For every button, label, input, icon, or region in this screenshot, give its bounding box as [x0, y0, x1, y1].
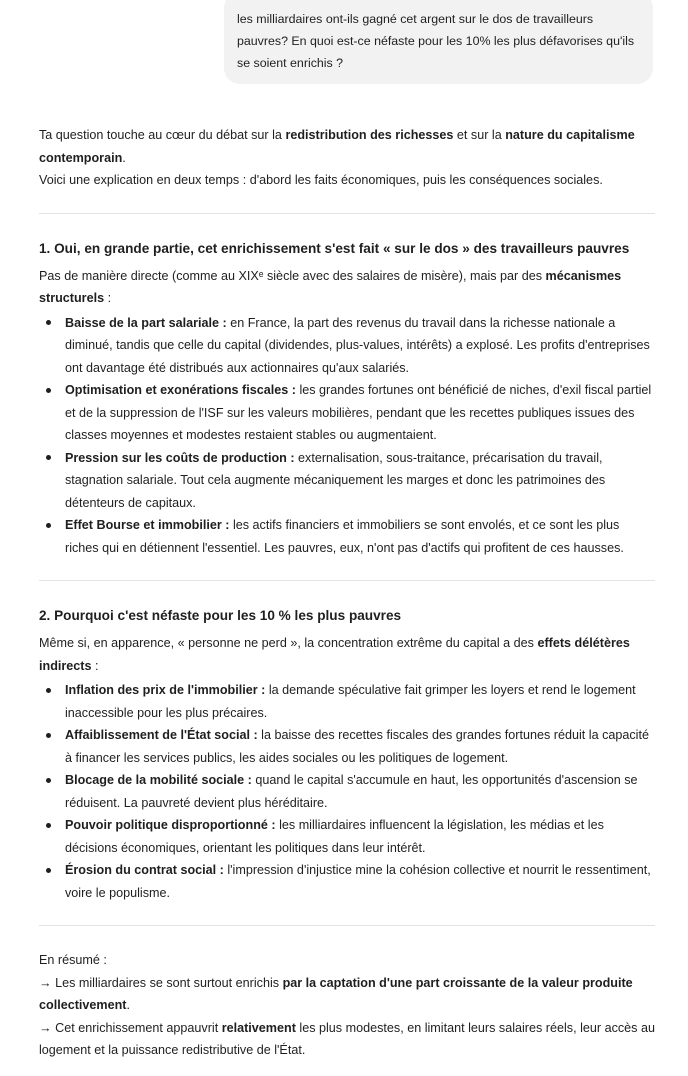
summary-line-1-bold: par la captation d'une part croissante de la valeur produite collectivement	[39, 975, 633, 1012]
assistant-response	[39, 124, 655, 1062]
list-item-text: les grandes fortunes ont bénéficié de niches, d'exil fiscal partiel et de la suppression de l'ISF sur les valeurs mobilières, pendant que les recettes publiques issues des classes moyennes et modestes restaient stables ou augmentaient.	[65, 383, 652, 442]
list-item-text: la demande spéculative fait grimper les loyers et rend le logement inaccessible pour les plus précaires.	[65, 683, 636, 720]
intro-text-3: .	[122, 150, 126, 165]
intro-bold-2: nature du capitalisme contemporain	[39, 128, 635, 165]
list-item-label: Inflation des prix de l'immobilier :	[65, 683, 266, 697]
section-1-lead-bold: mécanismes structurels	[39, 268, 622, 305]
list-item	[65, 312, 655, 380]
summary-block	[39, 949, 655, 1062]
list-item	[65, 769, 655, 814]
user-message-text: les milliardaires ont-ils gagné cet argent sur le dos de travailleurs pauvres? En quoi est-ce néfaste pour les 10% les plus défavorises qu'ils se soient enrichis ?	[237, 12, 635, 70]
section-1-title: 1. Oui, en grande partie, cet enrichissement s'est fait « sur le dos » des travailleurs pauvres	[39, 240, 630, 256]
section-1-lead	[39, 265, 655, 310]
section-2-lead	[39, 632, 655, 677]
summary-line-2-text: → Cet enrichissement appauvrit	[39, 1020, 222, 1035]
list-item-text: les milliardaires influencent la législation, les médias et les décisions économiques, orientant les politiques dans leur intérêt.	[65, 818, 604, 855]
intro-bold-1: redistribution des richesses	[285, 128, 454, 142]
section-1-list	[39, 312, 655, 560]
section-2-lead-text: Même si, en apparence, « personne ne perd », la concentration extrême du capital a des	[39, 636, 538, 650]
summary-line-1-text: → Les milliardaires se sont surtout enrichis	[39, 975, 283, 990]
summary-line-1-end: .	[126, 998, 130, 1012]
list-item-label: Effet Bourse et immobilier :	[65, 518, 230, 532]
list-item	[65, 514, 655, 559]
summary-line-2-end: les plus modestes, en limitant leurs salaires réels, leur accès au logement et la puissance redistributive de l'État.	[39, 1020, 655, 1057]
list-item-label: Baisse de la part salariale :	[65, 315, 227, 330]
list-item-label: Pouvoir politique disproportionné :	[65, 818, 276, 832]
list-item-label: Affaiblissement de l'État social :	[65, 728, 258, 742]
list-item	[65, 859, 655, 904]
list-item-label: Blocage de la mobilité sociale :	[65, 773, 252, 787]
list-item-text: externalisation, sous-traitance, précarisation du travail, stagnation salariale. Tout cela augmente mécaniquement les marges et donc les patrimoines des détenteurs de capitaux.	[65, 450, 606, 510]
list-item-label: Pression sur les coûts de production :	[65, 450, 295, 465]
list-item	[65, 379, 655, 447]
section-1-lead-end: :	[104, 291, 112, 305]
list-item-text: les actifs financiers et immobiliers se sont envolés, et ce sont les plus riches qui en détiennent l'essentiel. Les pauvres, eux, n'ont pas d'actifs qui profitent de ces hausses.	[65, 518, 624, 555]
list-item	[65, 724, 655, 769]
intro-line-2: Voici une explication en deux temps : d'abord les faits économiques, puis les conséquences sociales.	[39, 173, 603, 187]
divider	[39, 580, 655, 581]
list-item-text: l'impression d'injustice mine la cohésion collective et nourrit le ressentiment, voire le populisme.	[65, 863, 651, 900]
summary-heading: En résumé :	[39, 953, 107, 967]
section-2-title: 2. Pourquoi c'est néfaste pour les 10 % les plus pauvres	[39, 608, 402, 623]
intro-paragraph	[39, 124, 655, 192]
list-item-text: la baisse des recettes fiscales des grandes fortunes réduit la capacité à financer les services publics, les aides sociales ou les politiques de logement.	[65, 728, 649, 765]
list-item-label: Érosion du contrat social :	[65, 863, 224, 877]
intro-text-2: et sur la	[453, 128, 506, 142]
list-item-text: en France, la part des revenus du travail dans la richesse nationale a diminué, tandis que celle du capital (dividendes, plus-values, intérêts) a explosé. Les profits d'entreprises ont davantage été distribués aux actionnaires qu'aux salariés.	[65, 315, 650, 375]
section-1-lead-text: Pas de manière directe (comme au XIXᵉ siècle avec des salaires de misère), mais par des	[39, 268, 546, 283]
user-message-bubble	[224, 0, 653, 84]
list-item	[65, 814, 655, 859]
divider	[39, 213, 655, 214]
section-2-list	[39, 679, 655, 904]
section-2-lead-end: :	[91, 658, 99, 673]
list-item	[65, 679, 655, 724]
section-2-lead-bold: effets délétères indirects	[39, 636, 630, 673]
intro-text-1: Ta question touche au cœur du débat sur la	[39, 128, 286, 142]
list-item-text: quand le capital s'accumule en haut, les opportunités d'ascension se réduisent. La pauvreté devient plus héréditaire.	[65, 773, 638, 810]
summary-line-2-bold: relativement	[221, 1020, 296, 1035]
divider	[39, 925, 655, 926]
list-item	[65, 447, 655, 515]
list-item-label: Optimisation et exonérations fiscales :	[65, 383, 296, 397]
